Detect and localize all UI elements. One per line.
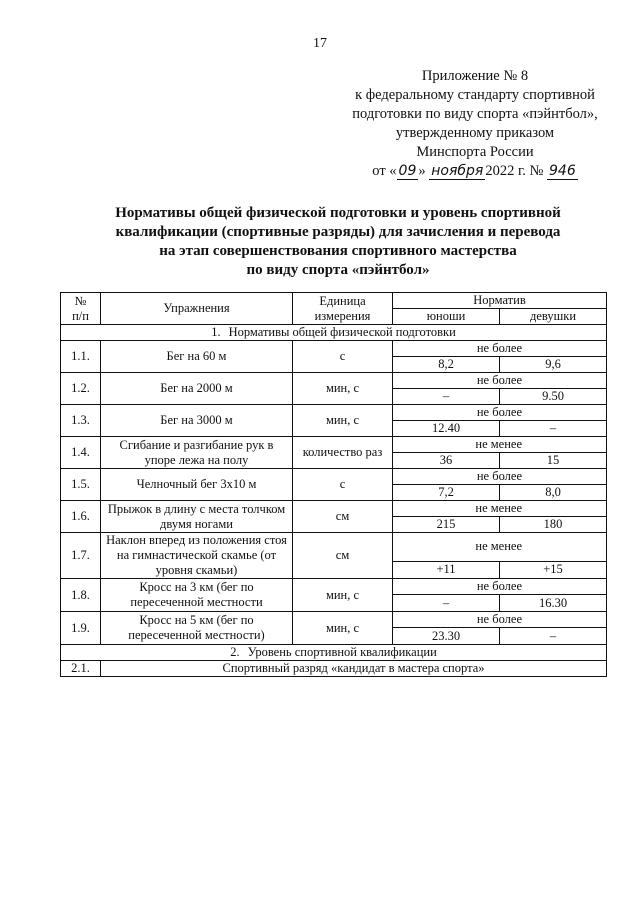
norm-condition: не менее [393, 437, 607, 453]
norm-condition: не более [393, 469, 607, 485]
title-line: квалификации (спортивные разряды) для зачисления и перевода [115, 224, 561, 240]
appendix-header [330, 67, 620, 181]
row-number: 1.5. [61, 469, 101, 501]
girls-value: – [500, 421, 607, 437]
table-row [61, 405, 607, 421]
exercise-name: Сгибание и разгибание рук в упоре лежа на полу [101, 437, 293, 469]
norm-condition: не более [393, 612, 607, 628]
exercise-name: Челночный бег 3х10 м [101, 469, 293, 501]
title-line: на этап совершенствования спортивного мастерства [159, 243, 517, 259]
table-row [61, 469, 607, 485]
boys-value: – [393, 595, 500, 612]
row-number: 2.1. [61, 661, 101, 677]
title-line: по виду спорта «пэйнтбол» [246, 262, 430, 278]
norm-condition: не более [393, 579, 607, 595]
header-num: № п/п [61, 293, 101, 325]
order-date-line [330, 162, 620, 181]
appendix-line: к федеральному стандарту спортивной [355, 87, 595, 103]
boys-value: 215 [393, 517, 500, 533]
exercise-name: Кросс на 5 км (бег по пересеченной местности) [101, 612, 293, 645]
norm-condition: не более [393, 405, 607, 421]
title-line: Нормативы общей физической подготовки и уровень спортивной [115, 205, 561, 221]
unit-of-measure: мин, с [293, 579, 393, 612]
unit-of-measure: количество раз [293, 437, 393, 469]
row-number: 1.1. [61, 341, 101, 373]
header-boys: юноши [393, 309, 500, 325]
exercise-name: Наклон вперед из положения стоя на гимнастической скамье (от уровня скамьи) [101, 533, 293, 579]
appendix-line: Минспорта России [416, 144, 534, 160]
unit-of-measure: с [293, 469, 393, 501]
boys-value: – [393, 389, 500, 405]
norm-condition: не менее [393, 533, 607, 562]
row-number: 1.6. [61, 501, 101, 533]
girls-value: +15 [500, 561, 607, 578]
table-row [61, 437, 607, 453]
boys-value: 8,2 [393, 357, 500, 373]
table-row [61, 501, 607, 517]
page-number: 17 [313, 36, 327, 51]
table-row [61, 579, 607, 595]
handwritten-month: ноября [431, 163, 484, 179]
exercise-name: Прыжок в длину с места толчком двумя ногами [101, 501, 293, 533]
table-row [61, 341, 607, 357]
header-unit: Единица измерения [293, 293, 393, 325]
handwritten-day: 09 [398, 163, 417, 179]
boys-value: 12.40 [393, 421, 500, 437]
date-mid: » [418, 163, 426, 179]
appendix-line: подготовки по виду спорта «пэйнтбол», [352, 106, 598, 122]
unit-of-measure: см [293, 501, 393, 533]
table-row [61, 612, 607, 628]
qualification-text: Спортивный разряд «кандидат в мастера спорта» [101, 661, 607, 677]
row-number: 1.9. [61, 612, 101, 645]
document-title [70, 204, 606, 280]
unit-of-measure: мин, с [293, 405, 393, 437]
unit-of-measure: мин, с [293, 373, 393, 405]
exercise-name: Бег на 2000 м [101, 373, 293, 405]
girls-value: 16.30 [500, 595, 607, 612]
appendix-line: утвержденному приказом [395, 125, 555, 141]
girls-value: 15 [500, 453, 607, 469]
norm-condition: не менее [393, 501, 607, 517]
exercise-name: Бег на 60 м [101, 341, 293, 373]
unit-of-measure: мин, с [293, 612, 393, 645]
header-norm: Норматив [393, 293, 607, 309]
girls-value: – [500, 628, 607, 645]
exercise-name: Бег на 3000 м [101, 405, 293, 437]
girls-value: 9.50 [500, 389, 607, 405]
table-row [61, 373, 607, 389]
standards-table [60, 292, 607, 677]
row-number: 1.7. [61, 533, 101, 579]
girls-value: 180 [500, 517, 607, 533]
boys-value: 7,2 [393, 485, 500, 501]
row-number: 1.4. [61, 437, 101, 469]
girls-value: 9,6 [500, 357, 607, 373]
boys-value: +11 [393, 561, 500, 578]
unit-of-measure: с [293, 341, 393, 373]
header-girls: девушки [500, 309, 607, 325]
row-number: 1.8. [61, 579, 101, 612]
table-row [61, 533, 607, 562]
section-1-header: 1. Нормативы общей физической подготовки [61, 325, 607, 341]
boys-value: 23.30 [393, 628, 500, 645]
unit-of-measure: см [293, 533, 393, 579]
boys-value: 36 [393, 453, 500, 469]
exercise-name: Кросс на 3 км (бег по пересеченной местности [101, 579, 293, 612]
row-number: 1.3. [61, 405, 101, 437]
norm-condition: не более [393, 373, 607, 389]
header-exercise: Упражнения [101, 293, 293, 325]
appendix-title: Приложение № 8 [421, 68, 529, 84]
date-prefix: от « [372, 163, 397, 179]
section-2-header: 2. Уровень спортивной квалификации [61, 645, 607, 661]
girls-value: 8,0 [500, 485, 607, 501]
row-number: 1.2. [61, 373, 101, 405]
handwritten-order-number: 946 [549, 163, 576, 179]
date-year: 2022 г. № [485, 163, 544, 179]
norm-condition: не более [393, 341, 607, 357]
